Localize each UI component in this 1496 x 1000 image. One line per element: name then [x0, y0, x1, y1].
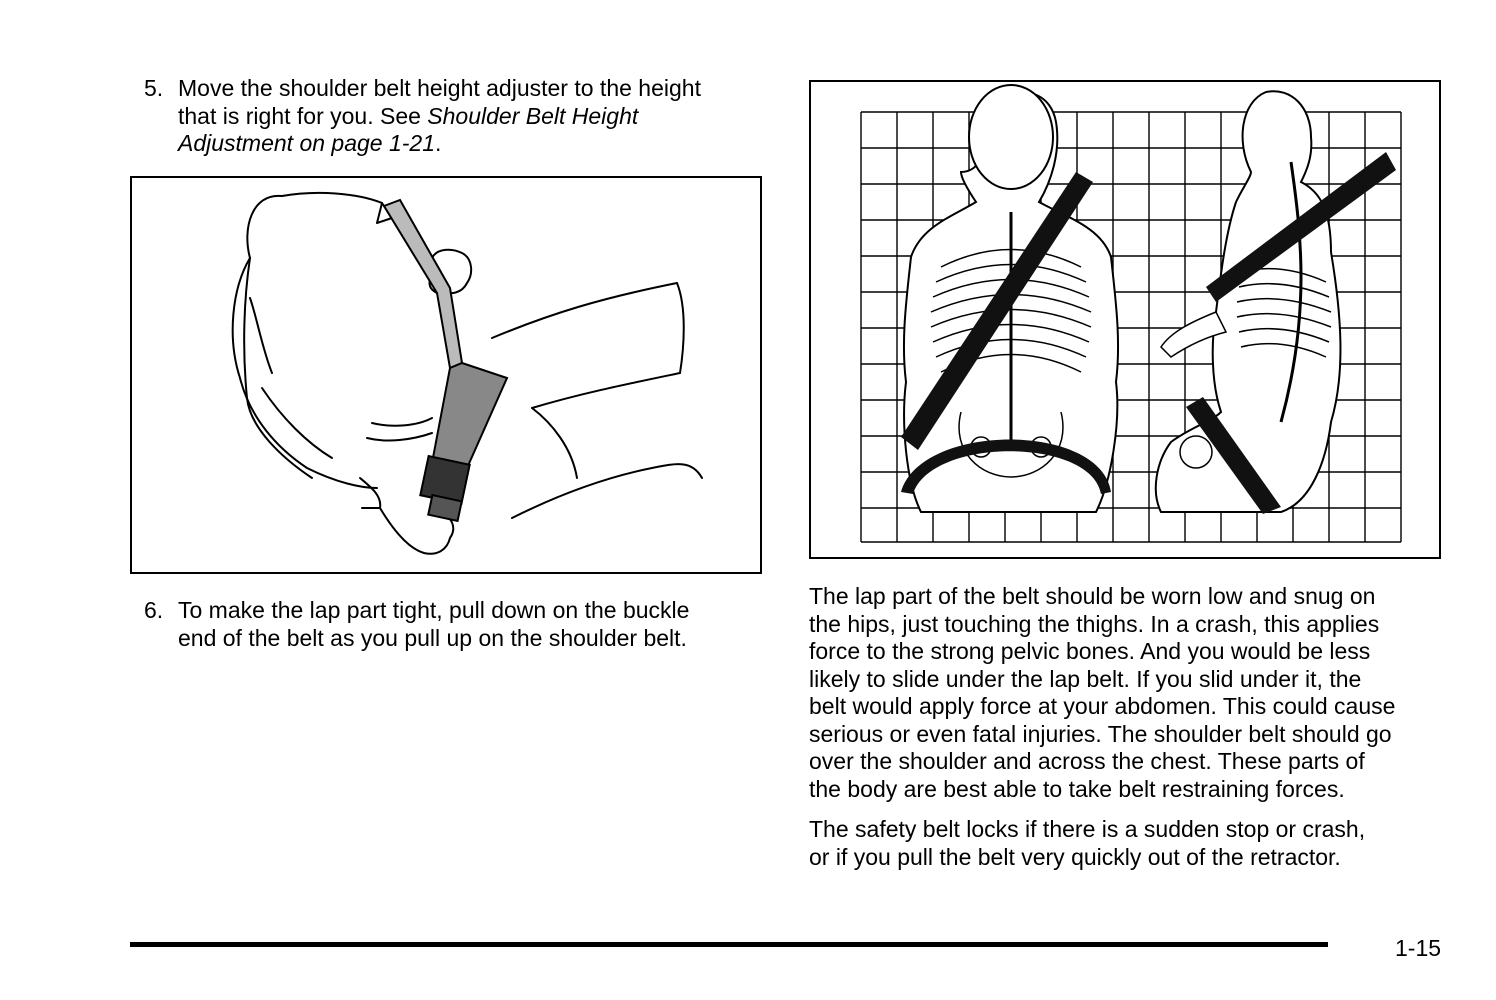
step-line: end of the belt as you pull up on the shoulder belt.	[178, 624, 687, 651]
para-line: or if you pull the belt very quickly out of the retractor.	[809, 843, 1341, 870]
para-line: serious or even fatal injuries. The shoulder belt should go	[809, 720, 1392, 747]
lap-belt-webbing	[432, 363, 507, 468]
latch-plate	[420, 456, 469, 504]
belt-pull-drawing	[132, 178, 760, 572]
step-line: To make the lap part tight, pull down on the buckle	[178, 597, 690, 623]
belt-pull-illustration	[130, 176, 762, 574]
body-paragraph-1	[809, 583, 1449, 803]
skeleton-belt-drawing	[811, 82, 1439, 557]
para-line: belt would apply force at your abdomen. This could cause	[809, 693, 1396, 719]
page-number: 1-15	[1395, 935, 1442, 961]
step-line: that is right for you. See Shoulder Belt Height	[178, 102, 639, 129]
side-figure	[1156, 91, 1396, 514]
page-reference[interactable]: Adjustment on page 1-21	[178, 130, 436, 156]
step-text	[178, 597, 689, 652]
shoulder-belt-webbing	[384, 200, 462, 368]
footer-rule	[130, 942, 1328, 947]
step-text	[178, 75, 701, 158]
page-reference[interactable]: Shoulder Belt Height	[427, 102, 639, 129]
step-number: 5.	[144, 75, 164, 101]
para-line: The safety belt locks if there is a sudden stop or crash,	[809, 816, 1366, 842]
para-line: force to the strong pelvic bones. And you would be less	[809, 638, 1371, 664]
body-paragraph-2	[809, 816, 1449, 871]
para-line: likely to slide under the lap belt. If you slid under it, the	[809, 665, 1362, 692]
para-line: the body are best able to take belt restraining forces.	[809, 775, 1345, 802]
para-line: over the shoulder and across the chest. These parts of	[809, 748, 1365, 774]
step-number: 6.	[144, 597, 164, 623]
para-line: The lap part of the belt should be worn low and snug on	[809, 583, 1376, 609]
skeleton-belt-illustration	[809, 80, 1441, 559]
para-line: the hips, just touching the thighs. In a crash, this applies	[809, 610, 1380, 637]
step-line: Adjustment on page 1-21.	[178, 130, 442, 156]
step-line: Move the shoulder belt height adjuster to the height	[178, 75, 701, 101]
